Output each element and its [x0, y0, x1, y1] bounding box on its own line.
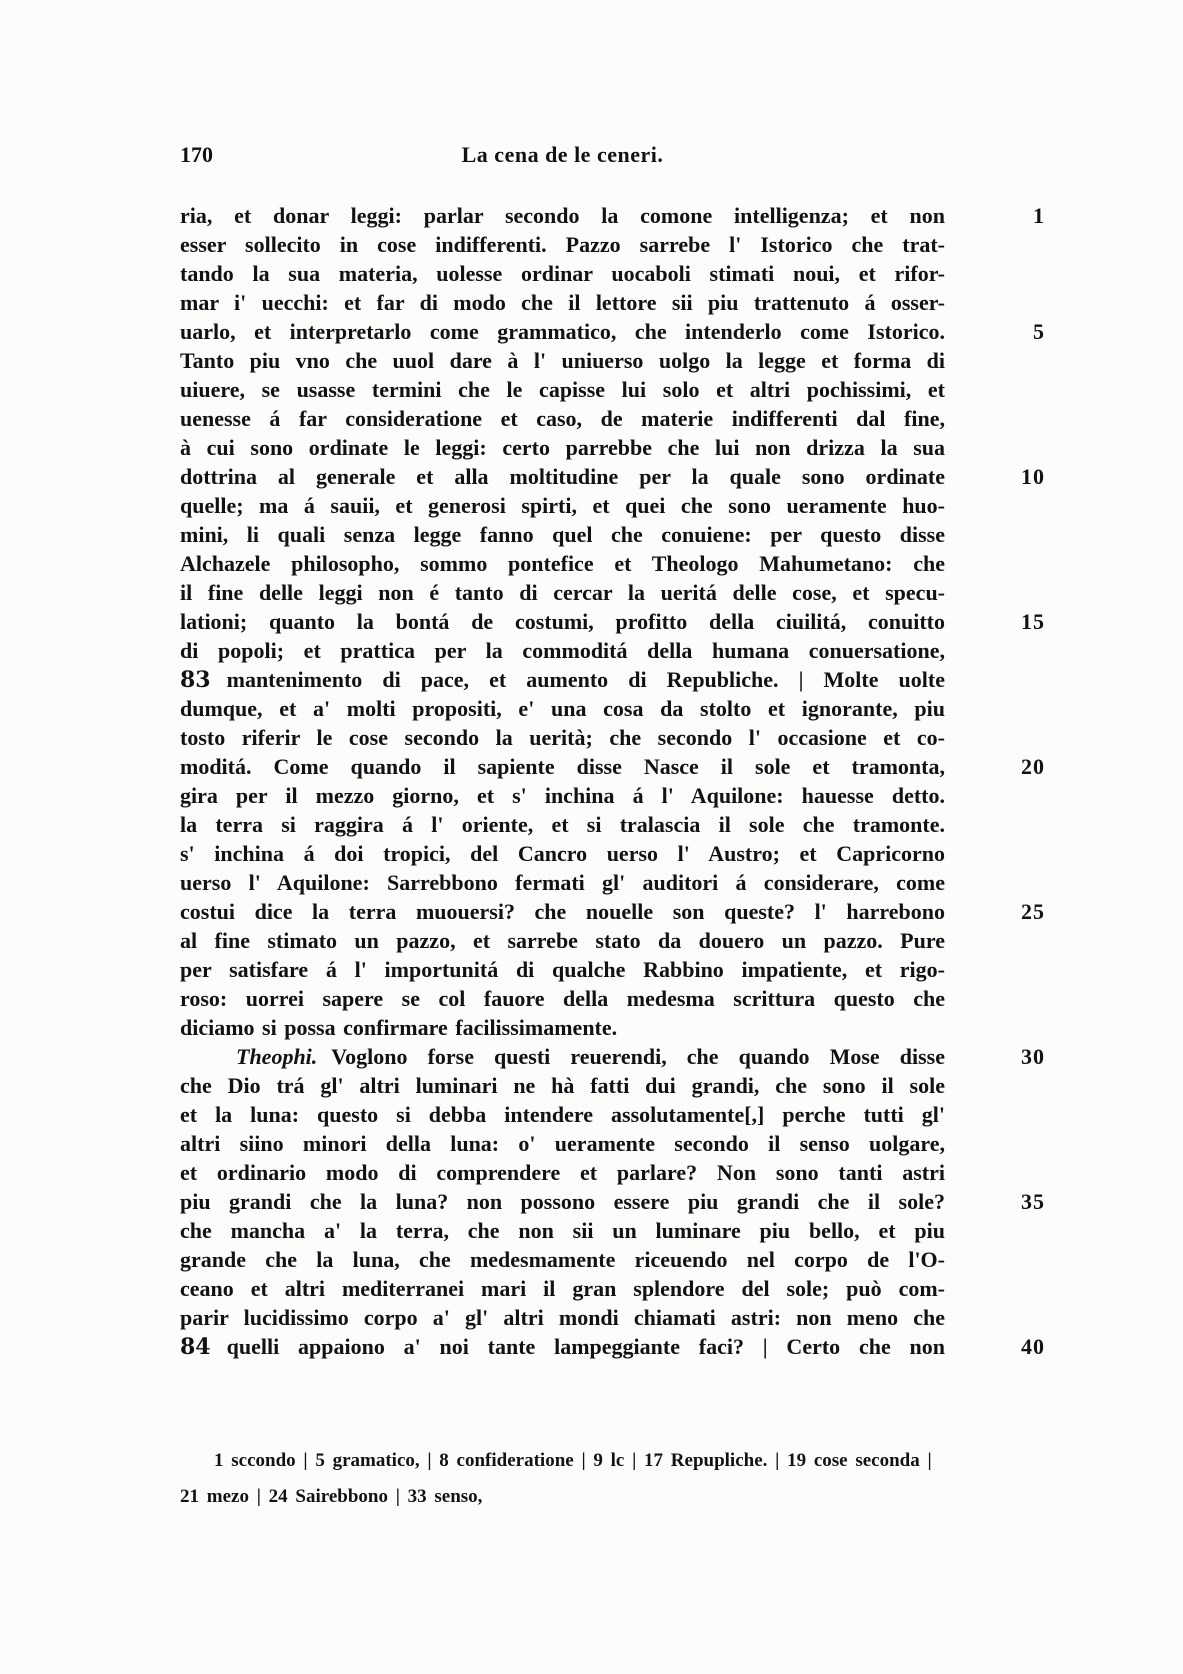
body-line-text: uerso l' Aquilone: Sarrebbono fermati gl' auditori á considerare, come	[180, 870, 945, 895]
body-line	[180, 752, 1080, 781]
body-line	[180, 1042, 1080, 1071]
body-line-text: per satisfare á l' importunitá di qualche Rabbino impatiente, et rigo-	[180, 957, 945, 982]
margin-line-number	[945, 1158, 1045, 1187]
body-line-text: Alchazele philosopho, sommo pontefice et Theologo Mahumetano: che	[180, 551, 945, 576]
edition-page-marker: 84	[180, 1334, 211, 1360]
body-line-text: mini, li quali senza legge fanno quel che conuiene: per questo disse	[180, 522, 945, 547]
body-line	[180, 1013, 1080, 1042]
body-line-text: tosto riferir le cose secondo la uerità; che secondo l' occasione et co-	[180, 725, 945, 750]
body-line-text: piu grandi che la luna? non possono essere piu grandi che il sole?	[180, 1189, 945, 1214]
margin-line-number	[945, 1303, 1045, 1332]
margin-line-number	[945, 1100, 1045, 1129]
body-line	[180, 549, 1080, 578]
body-line-text: gira per il mezzo giorno, et s' inchina á l' Aquilone: hauesse detto.	[180, 783, 945, 808]
body-line-text: al fine stimato un pazzo, et sarrebe stato da douero un pazzo. Pure	[180, 928, 945, 953]
margin-line-number	[945, 955, 1045, 984]
body-line-text: uarlo, et interpretarlo come grammatico, che intenderlo come Istorico.	[180, 319, 945, 344]
body-line	[180, 955, 1080, 984]
body-line-text: il fine delle leggi non é tanto di cercar la ueritá delle cose, et specu-	[180, 580, 945, 605]
running-header	[180, 140, 945, 170]
body-line	[180, 1100, 1080, 1129]
margin-line-number	[945, 346, 1045, 375]
margin-line-number	[945, 723, 1045, 752]
margin-line-number	[945, 694, 1045, 723]
body-line	[180, 1274, 1080, 1303]
body-line-text: uiuere, se usasse termini che le capisse lui solo et altri pochissimi, et	[180, 377, 945, 402]
body-line-text: tando la sua materia, uolesse ordinar uocaboli stimati noui, et rifor-	[180, 261, 945, 286]
margin-line-number	[945, 926, 1045, 955]
footnote-line: 21 mezo | 24 Sairebbono | 33 senso,	[180, 1486, 483, 1507]
body-line	[180, 1187, 1080, 1216]
body-line	[180, 1216, 1080, 1245]
body-line	[180, 1071, 1080, 1100]
body-line	[180, 1303, 1080, 1332]
margin-line-number: 35	[1021, 1189, 1045, 1214]
margin-line-number: 40	[1021, 1334, 1045, 1359]
body-line-text: che Dio trá gl' altri luminari ne hà fatti dui grandi, che sono il sole	[180, 1073, 945, 1098]
body-line	[180, 201, 1080, 230]
margin-line-number	[945, 578, 1045, 607]
body-line	[180, 433, 1080, 462]
body-line-text: s' inchina á doi tropici, del Cancro uerso l' Austro; et Capricorno	[180, 841, 945, 866]
margin-line-number	[945, 1216, 1045, 1245]
body-line-text: parir lucidissimo corpo a' gl' altri mondi chiamati astri: non meno che	[180, 1305, 945, 1330]
margin-line-number	[945, 665, 1045, 694]
body-line-text: diciamo si possa confirmare facilissimamente.	[180, 1015, 618, 1040]
body-line-text: grande che la luna, che medesmamente riceuendo nel corpo de l'O-	[180, 1247, 945, 1272]
body-line-text: à cui sono ordinate le leggi: certo parrebbe che lui non drizza la sua	[180, 435, 945, 460]
margin-line-number: 10	[1021, 464, 1045, 489]
speaker-label: Theophi.	[236, 1044, 318, 1069]
body-line	[180, 578, 1080, 607]
body-line-text: quelle; ma á sauii, et generosi spirti, et quei che sono ueramente huo-	[180, 493, 945, 518]
body-line-text: lationi; quanto la bontá de costumi, profitto della ciuilitá, conuitto	[180, 609, 945, 634]
body-line-text: costui dice la terra muouersi? che nouelle son queste? l' harrebono	[180, 899, 945, 924]
body-line	[180, 781, 1080, 810]
margin-line-number	[945, 1274, 1045, 1303]
body-line	[180, 636, 1080, 665]
body-line-text: mar i' uecchi: et far di modo che il lettore sii piu trattenuto á osser-	[180, 290, 945, 315]
body-line	[180, 723, 1080, 752]
body-line	[180, 810, 1080, 839]
body-line-text: la terra si raggira á l' oriente, et si tralascia il sole che tramonte.	[180, 812, 945, 837]
margin-line-number	[945, 984, 1045, 1013]
margin-line-number	[945, 230, 1045, 259]
body-line	[180, 404, 1080, 433]
edition-page-marker: 83	[180, 667, 211, 693]
body-line	[180, 375, 1080, 404]
margin-line-number	[945, 1129, 1045, 1158]
body-line	[180, 520, 1080, 549]
body-line	[180, 868, 1080, 897]
margin-line-number	[945, 404, 1045, 433]
margin-line-number	[945, 810, 1045, 839]
body-line	[180, 926, 1080, 955]
margin-line-number	[945, 259, 1045, 288]
margin-line-number	[945, 1013, 1045, 1042]
body-line-text: ceano et altri mediterranei mari il gran splendore del sole; può com-	[180, 1276, 945, 1301]
body-line	[180, 1332, 1080, 1361]
body-line	[180, 259, 1080, 288]
body-line	[180, 984, 1080, 1013]
body-line	[180, 1158, 1080, 1187]
body-line-text: 84 quelli appaiono a' noi tante lampeggiante faci? | Certo che non	[180, 1334, 945, 1360]
body-line-text: esser sollecito in cose indifferenti. Pazzo sarrebe l' Istorico che trat-	[180, 232, 945, 257]
margin-line-number	[945, 1245, 1045, 1274]
margin-line-number	[945, 375, 1045, 404]
margin-line-number	[945, 868, 1045, 897]
margin-line-number	[945, 520, 1045, 549]
margin-line-number	[945, 288, 1045, 317]
margin-line-number	[945, 491, 1045, 520]
body-line-text: dottrina al generale et alla moltitudine per la quale sono ordinate	[180, 464, 945, 489]
body-line	[180, 694, 1080, 723]
body-line	[180, 1245, 1080, 1274]
margin-line-number	[945, 636, 1045, 665]
body-line-text: dumque, et a' molti propositi, e' una cosa da stolto et ignorante, piu	[180, 696, 945, 721]
body-line	[180, 288, 1080, 317]
margin-line-number: 15	[1021, 609, 1045, 634]
body-line-text: 83 mantenimento di pace, et aumento di Republiche. | Molte uolte	[180, 667, 945, 693]
margin-line-number	[945, 549, 1045, 578]
body-line-text: altri siino minori della luna: o' ueramente secondo il senso uolgare,	[180, 1131, 945, 1156]
body-line-text: Tanto piu vno che uuol dare à l' uniuerso uolgo la legge et forma di	[180, 348, 945, 373]
margin-line-number: 30	[1021, 1044, 1045, 1069]
body-line	[180, 317, 1080, 346]
body-line	[180, 491, 1080, 520]
margin-line-number	[945, 839, 1045, 868]
margin-line-number: 1	[1033, 203, 1045, 228]
body-line	[180, 665, 1080, 694]
margin-line-number	[945, 781, 1045, 810]
margin-line-number	[945, 433, 1045, 462]
body-line	[180, 230, 1080, 259]
body-line-text: et ordinario modo di comprendere et parlare? Non sono tanti astri	[180, 1160, 945, 1185]
body-line	[180, 897, 1080, 926]
text-block	[180, 201, 1080, 1361]
body-line	[180, 607, 1080, 636]
body-line	[180, 839, 1080, 868]
body-line-text: che mancha a' la terra, che non sii un luminare piu bello, et piu	[180, 1218, 945, 1243]
body-line-text: di popoli; et prattica per la commoditá della humana conuersatione,	[180, 638, 945, 663]
body-line-text: roso: uorrei sapere se col fauore della medesma scrittura questo che	[180, 986, 945, 1011]
margin-line-number: 20	[1021, 754, 1045, 779]
page-number: 170	[180, 142, 213, 167]
body-line-text: ria, et donar leggi: parlar secondo la comone intelligenza; et non	[180, 203, 945, 228]
body-line-text: uenesse á far consideratione et caso, de materie indifferenti dal fine,	[180, 406, 945, 431]
body-line	[180, 462, 1080, 491]
body-line	[180, 1129, 1080, 1158]
body-line-text: Theophi. Voglono forse questi reuerendi, che quando Mose disse	[236, 1044, 945, 1069]
footnote-block	[180, 1443, 990, 1515]
margin-line-number: 5	[1033, 319, 1045, 344]
body-line-text: et la luna: questo si debba intendere assolutamente[,] perche tutti gl'	[180, 1102, 945, 1127]
margin-line-number: 25	[1021, 899, 1045, 924]
running-title: La cena de le ceneri.	[461, 142, 664, 167]
body-line-text: moditá. Come quando il sapiente disse Nasce il sole et tramonta,	[180, 754, 945, 779]
footnote-line: 1 sccondo | 5 gramatico, | 8 confideratione | 9 lc | 17 Repupliche. | 19 cose seconda |	[214, 1450, 932, 1471]
margin-line-number	[945, 1071, 1045, 1100]
body-line	[180, 346, 1080, 375]
